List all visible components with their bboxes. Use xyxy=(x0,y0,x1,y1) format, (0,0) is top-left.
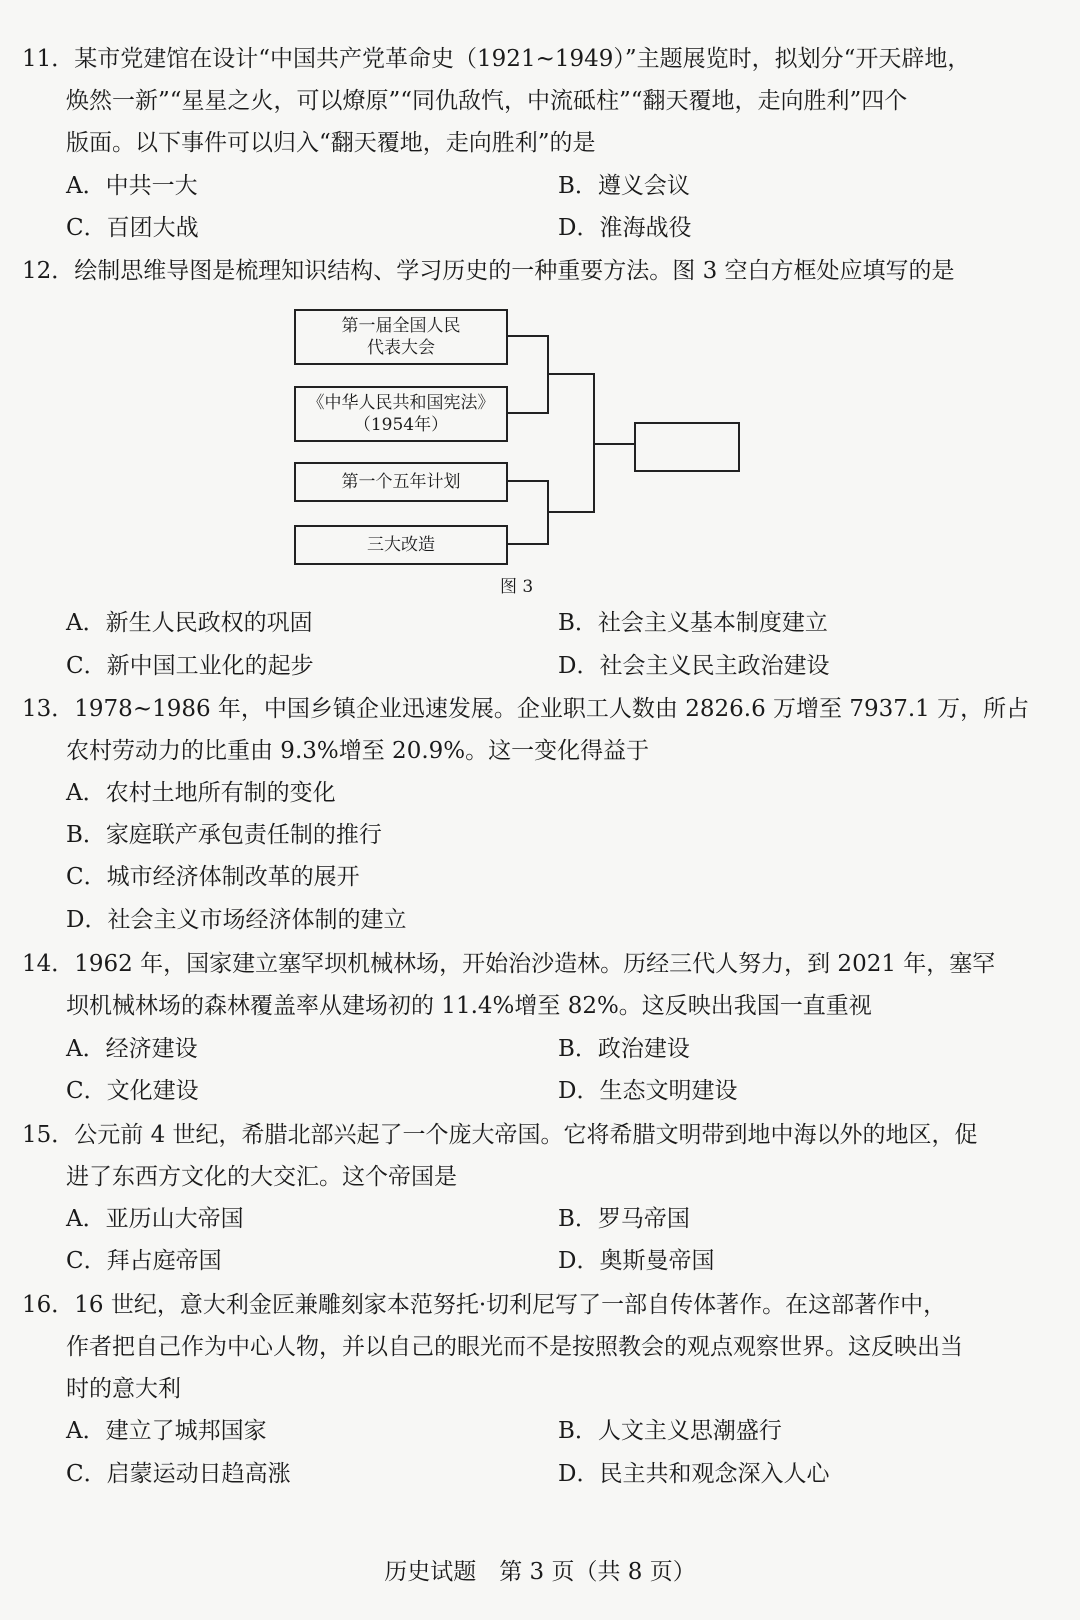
connector-top-bracket xyxy=(506,336,548,413)
option-d: D．社会主义市场经济体制的建立 xyxy=(66,907,407,933)
question-text-line: 坝机械林场的森林覆盖率从建场初的 11.4%增至 82%。这反映出我国一直重视 xyxy=(66,993,872,1019)
option-a: A．农村土地所有制的变化 xyxy=(66,780,336,806)
question-text-line: 绘制思维导图是梳理知识结构、学习历史的一种重要方法。图 3 空白方框处应填写的是 xyxy=(74,258,955,284)
question-text-line: 版面。以下事件可以归入“翻天覆地，走向胜利”的是 xyxy=(66,130,596,156)
option-d: D．淮海战役 xyxy=(558,215,692,241)
option-b: B．人文主义思潮盛行 xyxy=(558,1418,782,1444)
figure-caption: 图 3 xyxy=(500,577,534,597)
question-text-line: 农村劳动力的比重由 9.3%增至 20.9%。这一变化得益于 xyxy=(66,738,650,764)
option-c: C．文化建设 xyxy=(66,1078,199,1104)
diagram-box-three-reforms: 三大改造 xyxy=(294,525,508,565)
question-text-line: 某市党建馆在设计“中国共产党革命史（1921~1949）”主题展览时，拟划分“开天辟地， xyxy=(74,46,971,72)
connector-bottom-bracket xyxy=(506,481,548,544)
question-text-line: 1978~1986 年，中国乡镇企业迅速发展。企业职工人数由 2826.6 万增至 7937.1 万，所占 xyxy=(74,696,1030,722)
option-b: B．政治建设 xyxy=(558,1036,690,1062)
question-text-line: 公元前 4 世纪，希腊北部兴起了一个庞大帝国。它将希腊文明带到地中海以外的地区，促 xyxy=(74,1122,978,1148)
question-text-line: 作者把自己作为中心人物，并以自己的眼光而不是按照教会的观点观察世界。这反映出当 xyxy=(66,1334,963,1360)
option-b: B．遵义会议 xyxy=(558,173,690,199)
question-number: 16． xyxy=(22,1292,75,1318)
diagram-connectors xyxy=(0,0,1080,620)
question-number: 15． xyxy=(22,1122,75,1148)
diagram-box-five-year-plan: 第一个五年计划 xyxy=(294,462,508,502)
option-d: D．民主共和观念深入人心 xyxy=(558,1461,830,1487)
question-text-line: 进了东西方文化的大交汇。这个帝国是 xyxy=(66,1164,457,1190)
diagram-box-npc: 第一届全国人民 代表大会 xyxy=(294,309,508,365)
question-text-line: 16 世纪，意大利金匠兼雕刻家本范努托·切利尼写了一部自传体著作。在这部著作中， xyxy=(74,1292,947,1318)
connector-merge xyxy=(548,374,594,512)
page-footer: 历史试题 第 3 页（共 8 页） xyxy=(384,1559,696,1585)
question-number: 11． xyxy=(22,46,75,72)
option-d: D．社会主义民主政治建设 xyxy=(558,653,830,679)
option-a: A．建立了城邦国家 xyxy=(66,1418,267,1444)
question-number: 14． xyxy=(22,951,75,977)
option-c: C．百团大战 xyxy=(66,215,199,241)
option-a: A．亚历山大帝国 xyxy=(66,1206,244,1232)
option-a: A．中共一大 xyxy=(66,173,198,199)
option-c: C．城市经济体制改革的展开 xyxy=(66,864,360,890)
option-b: B．社会主义基本制度建立 xyxy=(558,610,828,636)
option-c: C．拜占庭帝国 xyxy=(66,1248,222,1274)
option-b: B．罗马帝国 xyxy=(558,1206,690,1232)
question-number: 13． xyxy=(22,696,75,722)
diagram-box-constitution: 《中华人民共和国宪法》 （1954年） xyxy=(294,386,508,442)
question-text-line: 时的意大利 xyxy=(66,1376,181,1402)
option-a: A．新生人民政权的巩固 xyxy=(66,610,313,636)
option-d: D．奥斯曼帝国 xyxy=(558,1248,715,1274)
option-c: C．新中国工业化的起步 xyxy=(66,653,314,679)
question-text-line: 焕然一新”“星星之火，可以燎原”“同仇敌忾，中流砥柱”“翻天覆地，走向胜利”四个 xyxy=(66,88,908,114)
question-number: 12． xyxy=(22,258,75,284)
option-b: B．家庭联产承包责任制的推行 xyxy=(66,822,382,848)
question-text-line: 1962 年，国家建立塞罕坝机械林场，开始治沙造林。历经三代人努力，到 2021 年，塞罕 xyxy=(74,951,996,977)
option-d: D．生态文明建设 xyxy=(558,1078,738,1104)
option-a: A．经济建设 xyxy=(66,1036,198,1062)
option-c: C．启蒙运动日趋高涨 xyxy=(66,1461,291,1487)
